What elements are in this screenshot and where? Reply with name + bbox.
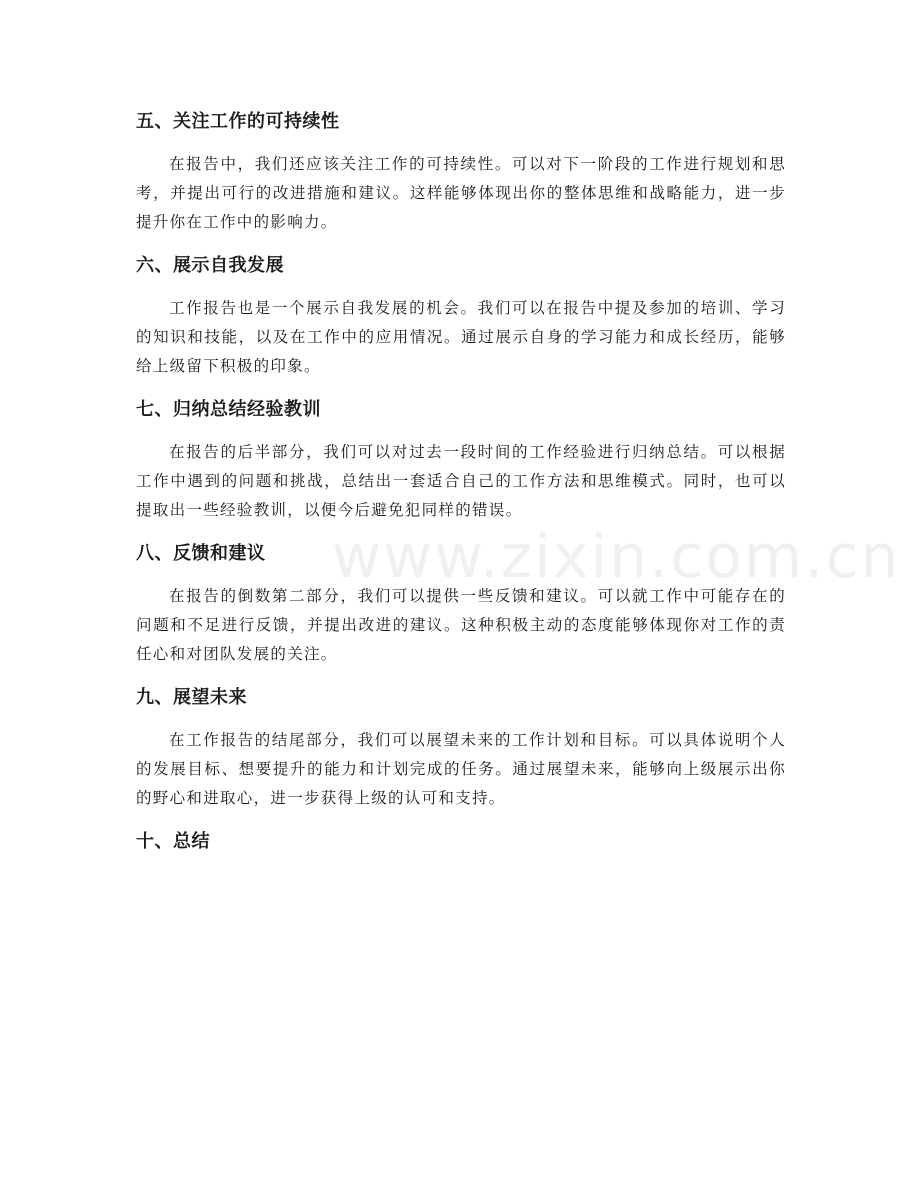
section-paragraph: 在报告中，我们还应该关注工作的可持续性。可以对下一阶段的工作进行规划和思考，并提出可行的改进措施和建议。这样能够体现出你的整体思维和战略能力，进一步提升你在工作中的影响力。 bbox=[136, 155, 786, 231]
section-5 bbox=[136, 104, 786, 237]
section-heading: 七、归纳总结经验教训 bbox=[136, 399, 321, 420]
section-10 bbox=[136, 824, 786, 860]
section-paragraph: 在报告的倒数第二部分，我们可以提供一些反馈和建议。可以就工作中可能存在的问题和不足进行反馈，并提出改进的建议。这种积极主动的态度能够体现你对工作的责任心和对团队发展的关注。 bbox=[136, 587, 786, 663]
section-6 bbox=[136, 248, 786, 381]
section-heading: 九、展望未来 bbox=[136, 687, 247, 708]
document-content bbox=[136, 104, 786, 870]
section-9 bbox=[136, 680, 786, 813]
section-heading: 十、总结 bbox=[136, 831, 210, 852]
watermark-text: www.zixin.com.cn bbox=[332, 522, 901, 592]
section-paragraph: 工作报告也是一个展示自我发展的机会。我们可以在报告中提及参加的培训、学习的知识和技能，以及在工作中的应用情况。通过展示自身的学习能力和成长经历，能够给上级留下积极的印象。 bbox=[136, 299, 786, 375]
section-heading: 六、展示自我发展 bbox=[136, 255, 284, 276]
section-7 bbox=[136, 392, 786, 525]
section-8 bbox=[136, 536, 786, 669]
section-paragraph: 在工作报告的结尾部分，我们可以展望未来的工作计划和目标。可以具体说明个人的发展目标、想要提升的能力和计划完成的任务。通过展望未来，能够向上级展示出你的野心和进取心，进一步获得上级的认可和支持。 bbox=[136, 731, 786, 807]
section-heading: 五、关注工作的可持续性 bbox=[136, 111, 340, 132]
section-paragraph: 在报告的后半部分，我们可以对过去一段时间的工作经验进行归纳总结。可以根据工作中遇到的问题和挑战，总结出一套适合自己的工作方法和思维模式。同时，也可以提取出一些经验教训，以便今后避免犯同样的错误。 bbox=[136, 443, 786, 519]
section-heading: 八、反馈和建议 bbox=[136, 543, 266, 564]
